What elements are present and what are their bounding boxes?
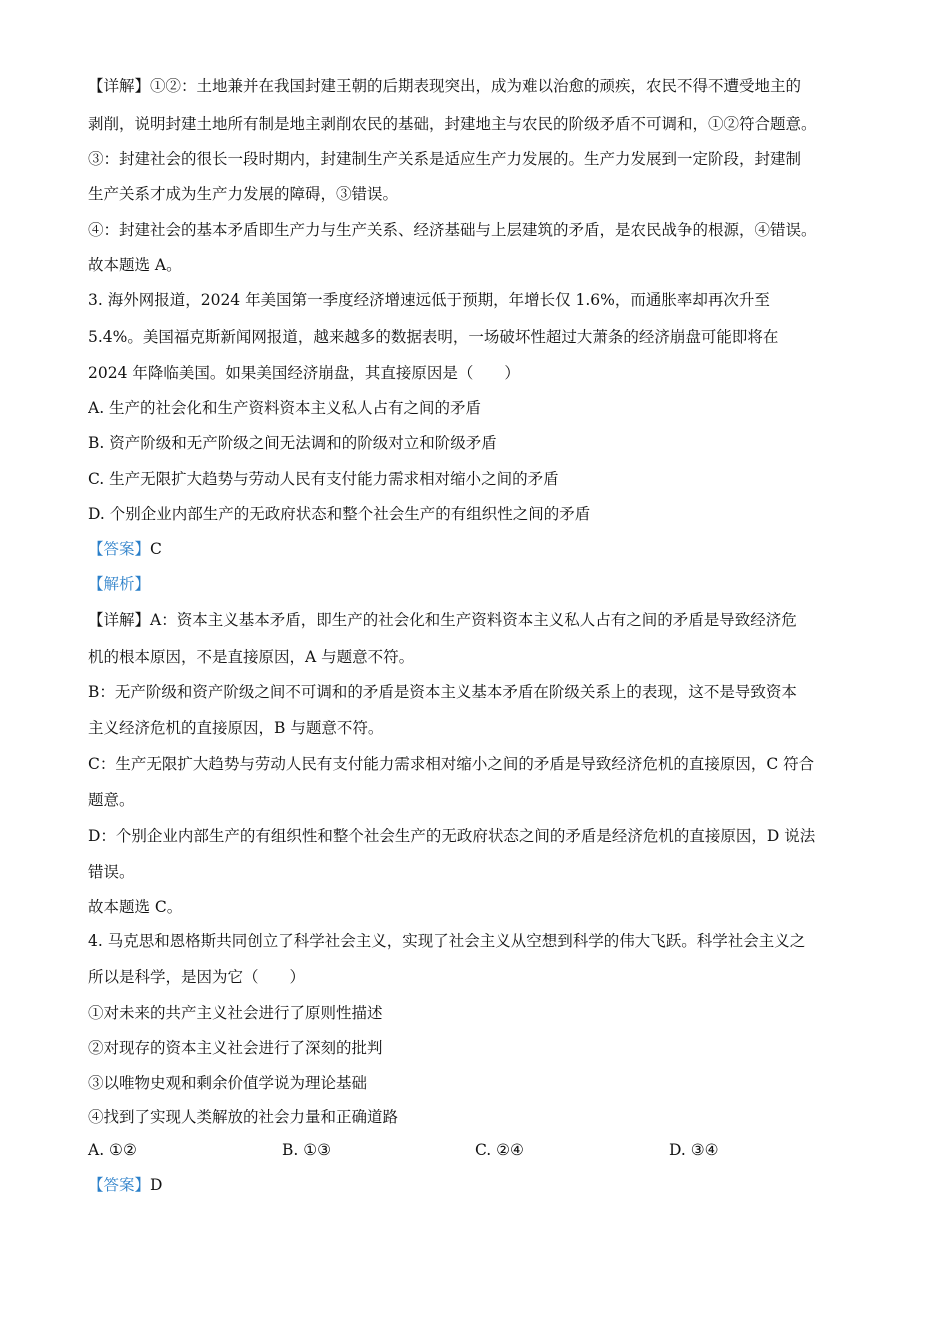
q4-option-a: A. ①② [88,1141,137,1159]
q3-detail-line-7: D：个别企业内部生产的有组织性和整个社会生产的无政府状态之间的矛盾是经济危机的直接原因，D 说法 [88,827,816,845]
q2-detail-line-2: 剥削，说明封建土地所有制是地主剥削农民的基础，封建地主与农民的阶级矛盾不可调和，①②符合题意。 [88,115,817,133]
q4-statement-1: ①对未来的共产主义社会进行了原则性描述 [88,1004,383,1022]
q3-stem-line-2: 5.4%。美国福克斯新闻网报道，越来越多的数据表明，一场破坏性超过大萧条的经济崩盘可能即将在 [88,328,779,346]
q3-detail-line-3: B：无产阶级和资产阶级之间不可调和的矛盾是资本主义基本矛盾在阶级关系上的表现，这不是导致资本 [88,683,797,701]
q3-conclusion: 故本题选 C。 [88,898,183,916]
answer-value: D [150,1176,163,1194]
q3-stem-line-1: 3. 海外网报道，2024 年美国第一季度经济增速远低于预期，年增长仅 1.6%，而通胀率却再次升至 [88,291,770,309]
q3-detail-line-1 [88,610,880,630]
analysis-tag: 【解析】 [88,575,151,593]
q3-detail-line-2: 机的根本原因，不是直接原因，A 与题意不符。 [88,648,415,666]
answer-value: C [150,540,162,558]
q3-stem-line-3: 2024 年降临美国。如果美国经济崩盘，其直接原因是（ ） [88,364,520,382]
q2-detail-line-3: ③：封建社会的很长一段时期内，封建制生产关系是适应生产力发展的。生产力发展到一定阶段，封建制 [88,150,802,168]
q4-stem-line-1: 4. 马克思和恩格斯共同创立了科学社会主义，实现了社会主义从空想到科学的伟大飞跃。科学社会主义之 [88,932,806,950]
q3-detail-line-8: 错误。 [88,863,135,881]
q3-detail-text: A：资本主义基本矛盾，即生产的社会化和生产资料资本主义私人占有之间的矛盾是导致经济危 [150,611,797,629]
q3-analysis [88,574,880,594]
q3-detail-line-5: C：生产无限扩大趋势与劳动人民有支付能力需求相对缩小之间的矛盾是导致经济危机的直接原因，C 符合 [88,755,815,773]
q4-stem-line-2: 所以是科学，是因为它（ ） [88,968,306,986]
q4-statement-3: ③以唯物史观和剩余价值学说为理论基础 [88,1074,368,1092]
q2-detail-text: ①②：土地兼并在我国封建王朝的后期表现突出，成为难以治愈的顽疾，农民不得不遭受地主的 [150,77,802,95]
q2-detail-line-5: ④：封建社会的基本矛盾即生产力与生产关系、经济基础与上层建筑的矛盾，是农民战争的根源，④错误。 [88,221,817,239]
q4-statement-2: ②对现存的资本主义社会进行了深刻的批判 [88,1039,383,1057]
detail-tag: 【详解】 [88,611,151,629]
answer-tag: 【答案】 [88,540,151,558]
q3-option-d: D. 个别企业内部生产的无政府状态和整个社会生产的有组织性之间的矛盾 [88,505,591,523]
q2-detail-line-4: 生产关系才成为生产力发展的障碍，③错误。 [88,185,399,203]
q3-answer [88,539,880,559]
answer-tag: 【答案】 [88,1176,151,1194]
q3-option-b: B. 资产阶级和无产阶级之间无法调和的阶级对立和阶级矛盾 [88,434,497,452]
q3-detail-line-4: 主义经济危机的直接原因，B 与题意不符。 [88,719,384,737]
q4-option-d: D. ③④ [669,1141,719,1159]
q4-option-c: C. ②④ [475,1141,524,1159]
q3-option-a: A. 生产的社会化和生产资料资本主义私人占有之间的矛盾 [88,399,482,417]
q3-detail-line-6: 题意。 [88,791,135,809]
q4-statement-4: ④找到了实现人类解放的社会力量和正确道路 [88,1108,399,1126]
q2-conclusion: 故本题选 A。 [88,256,182,274]
q4-answer [88,1175,880,1195]
q3-option-c: C. 生产无限扩大趋势与劳动人民有支付能力需求相对缩小之间的矛盾 [88,470,559,488]
q4-option-b: B. ①③ [282,1141,332,1159]
detail-tag: 【详解】 [88,77,151,95]
q2-detail-line-1 [88,76,880,96]
